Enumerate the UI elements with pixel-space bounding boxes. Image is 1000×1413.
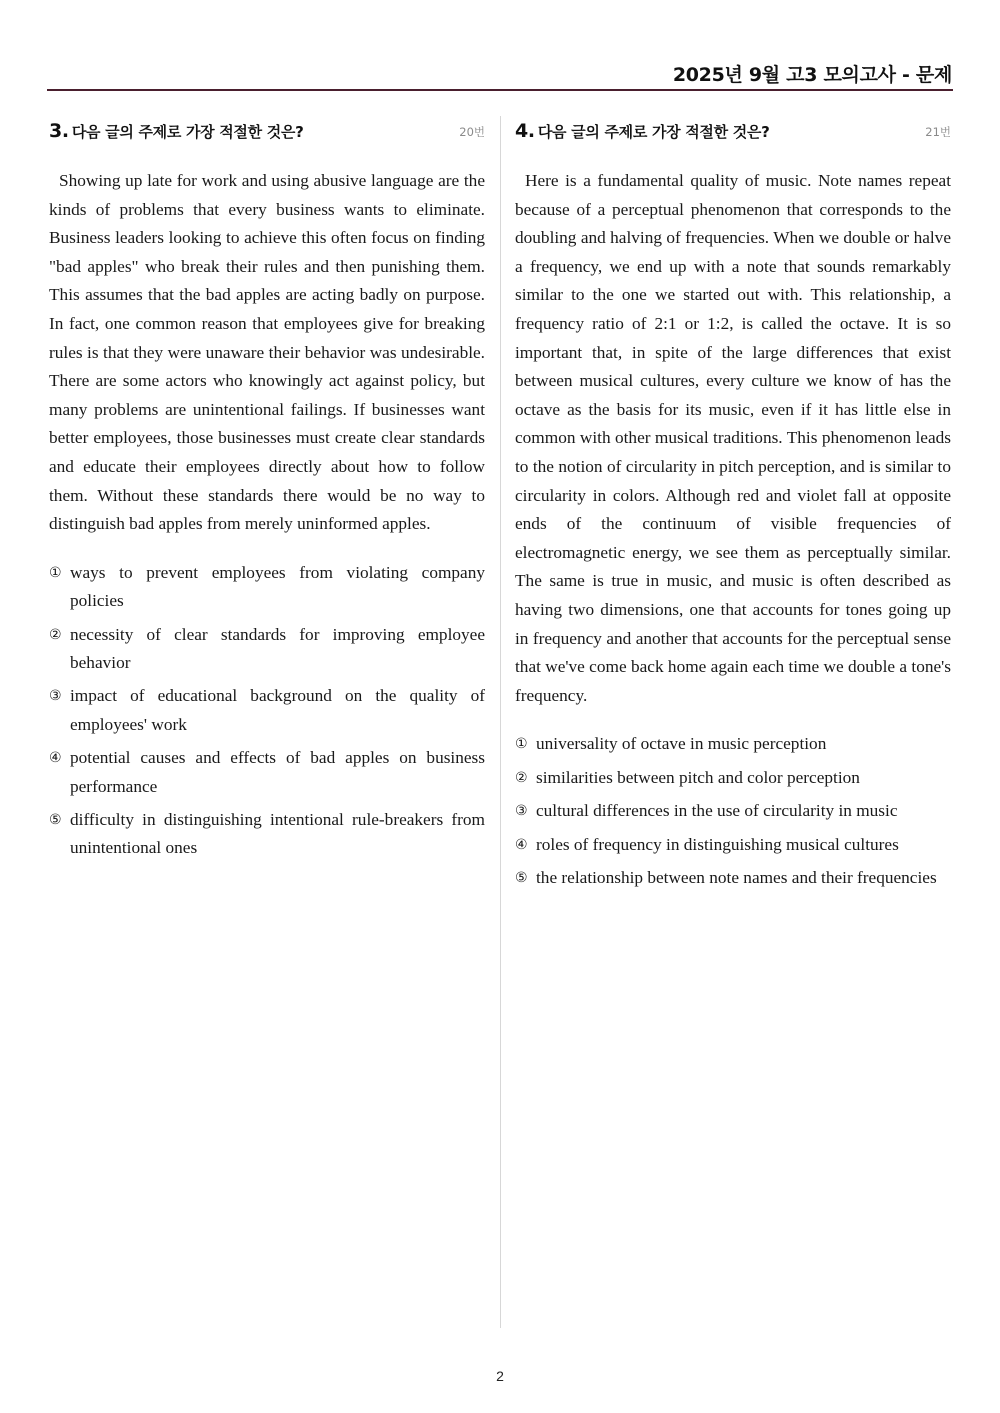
option-marker: ③ <box>49 688 62 705</box>
option-text: roles of frequency in distinguishing musical cultures <box>536 834 899 854</box>
question-reference: 21번 <box>925 125 951 139</box>
answer-options <box>515 730 951 892</box>
option-text: the relationship between note names and their frequencies <box>536 867 937 887</box>
answer-option-3[interactable] <box>515 797 951 825</box>
option-marker: ③ <box>515 803 528 820</box>
option-text: impact of educational background on the quality of employees' work <box>70 686 485 734</box>
option-text: difficulty in distinguishing intentional rule-breakers from unintentional ones <box>70 809 485 858</box>
passage: Here is a fundamental quality of music. Note names repeat because of a perceptual phenomenon that corresponds to the doubling and halving of frequencies. When we double or halve a frequency, we end up with a note that sounds remarkably similar to the one we started out with. This relationship, a frequency ratio of 2:1 or 1:2, is called the octave. It is so important that, in spite of the large differences that exist between musical cultures, every culture we know of has the octave as the basis for its music, even if it has little else in common with other musical traditions. This phenomenon leads to the notion of circularity in pitch perception, and is similar to circularity in colors. Although red and violet fall at opposite ends of the continuum of visible frequencies of electromagnetic energy, we see them as perceptually similar. The same is true in music, and music is often described as having two dimensions, one that accounts for tones going up in frequency and another that accounts for the perceptual sense that we've come back home again each time we double a tone's frequency. <box>515 171 951 705</box>
answer-option-5[interactable] <box>515 864 951 892</box>
answer-option-4[interactable] <box>49 744 485 801</box>
option-marker: ② <box>515 769 528 786</box>
answer-option-2[interactable] <box>49 621 485 678</box>
question-4 <box>515 118 951 897</box>
question-prompt: 다음 글의 주제로 가장 적절한 것은? <box>71 123 304 141</box>
question-title <box>515 118 951 145</box>
answer-options <box>49 559 485 863</box>
option-text: potential causes and effects of bad apples on business performance <box>70 748 485 796</box>
option-marker: ① <box>515 736 528 753</box>
answer-option-5[interactable] <box>49 806 485 863</box>
question-header <box>515 118 951 146</box>
option-text: similarities between pitch and color perception <box>536 767 860 787</box>
answer-option-2[interactable] <box>515 764 951 792</box>
question-header <box>49 118 485 146</box>
option-marker: ⑤ <box>515 869 528 886</box>
option-text: cultural differences in the use of circularity in music <box>536 801 898 821</box>
page-title: 2025년 9월 고3 모의고사 - 문제 <box>672 64 952 86</box>
question-3 <box>49 118 485 868</box>
question-title <box>49 118 485 145</box>
option-text: universality of octave in music perception <box>536 734 827 754</box>
answer-option-1[interactable] <box>515 730 951 758</box>
answer-option-1[interactable] <box>49 559 485 616</box>
question-number: 4. <box>515 120 535 142</box>
column-divider <box>500 116 501 1328</box>
option-marker: ④ <box>515 836 528 853</box>
option-marker: ④ <box>49 750 62 767</box>
question-reference: 20번 <box>459 125 485 139</box>
passage: Showing up late for work and using abusive language are the kinds of problems that every business wants to eliminate. Business leaders looking to achieve this often focus on finding "bad apples" who break their rules and then punishing them. This assumes that the bad apples are acting badly on purpose. In fact, one common reason that employees give for breaking rules is that they were unaware their behavior was undesirable. There are some actors who knowingly act against policy, but many problems are unintentional failings. If businesses want better employees, those businesses must create clear standards and educate their employees directly about how to follow them. Without these standards there would be no way to distinguish bad apples from merely uninformed apples. <box>49 171 485 534</box>
option-marker: ① <box>49 564 62 581</box>
option-marker: ② <box>49 626 62 643</box>
question-prompt: 다음 글의 주제로 가장 적절한 것은? <box>537 123 770 141</box>
answer-option-3[interactable] <box>49 682 485 739</box>
answer-option-4[interactable] <box>515 831 951 859</box>
question-number: 3. <box>49 120 69 142</box>
page-number: 2 <box>496 1368 504 1384</box>
option-marker: ⑤ <box>49 811 62 828</box>
header-divider <box>47 89 953 91</box>
option-text: necessity of clear standards for improving employee behavior <box>70 624 485 672</box>
option-text: ways to prevent employees from violating company policies <box>70 562 485 611</box>
